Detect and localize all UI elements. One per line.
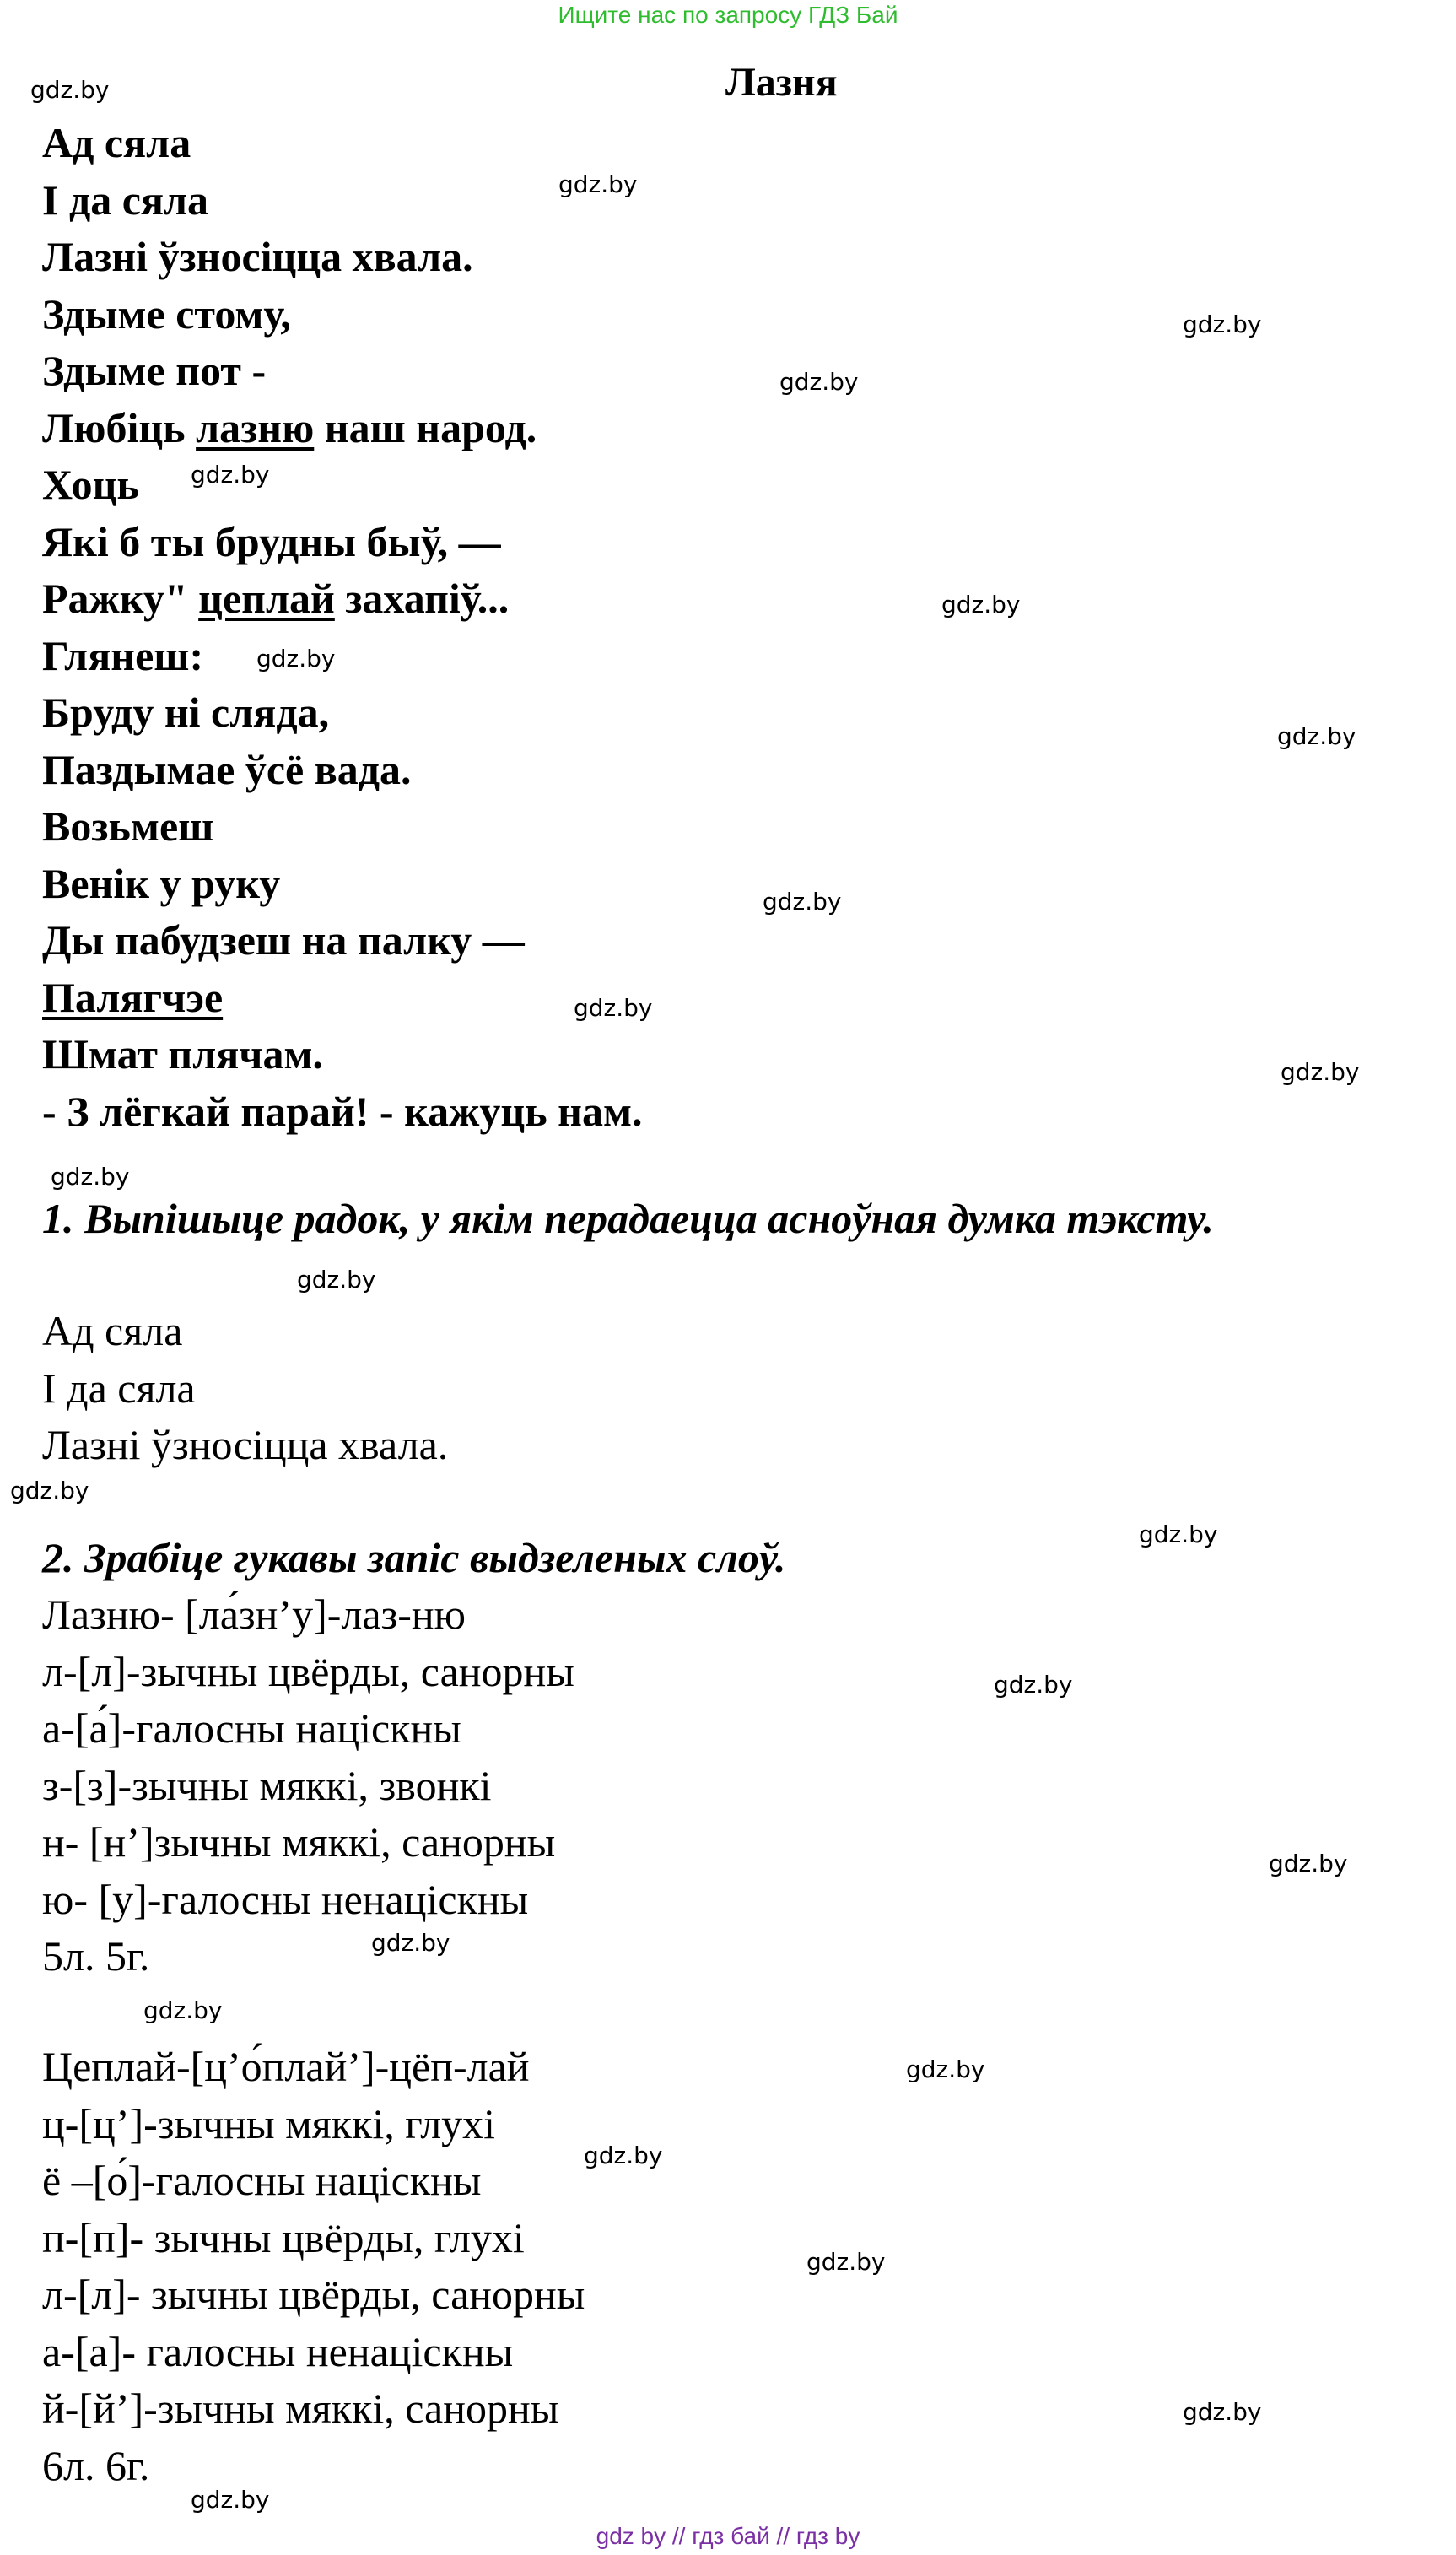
watermark: gdz.by xyxy=(584,2142,663,2169)
poem-text xyxy=(42,115,643,1140)
answer-line: 6л. 6г. xyxy=(42,2441,150,2489)
answer-line: а-[а]- галосны ненаціскны xyxy=(42,2327,514,2375)
answer-line: л-[л]- зычны цвёрды, санорны xyxy=(42,2271,585,2318)
watermark: gdz.by xyxy=(1183,2398,1262,2426)
watermark: gdz.by xyxy=(256,645,336,673)
poem-line xyxy=(42,115,643,172)
answer-line: І да сяла xyxy=(42,1364,196,1412)
watermark: gdz.by xyxy=(906,2055,985,2083)
poem-line xyxy=(42,172,643,230)
watermark: gdz.by xyxy=(371,1929,450,1957)
poem-line-text: Здыме пот - xyxy=(42,347,267,394)
watermark: gdz.by xyxy=(51,1163,130,1191)
answer-line: ю- [у]-галосны ненаціскны xyxy=(42,1875,529,1923)
poem-line-text: Венік у руку xyxy=(42,859,281,907)
poem-line-text: Хоць xyxy=(42,461,139,508)
answer-line: а-[а́]-галосны націскны xyxy=(42,1704,461,1752)
answer-line: Ад сяла xyxy=(42,1307,183,1354)
poem-line-text: Шмат плячам. xyxy=(42,1030,324,1078)
poem-line-text: Паздымае ўсё вада. xyxy=(42,745,412,793)
answer-line: Цеплай-[ц’о́плай’]-цёп-лай xyxy=(42,2043,530,2090)
poem-line xyxy=(42,229,643,286)
poem-line xyxy=(42,456,643,514)
answer-line: й-[й’]-зычны мяккі, санорны xyxy=(42,2385,559,2432)
task-1-question: 1. Выпішыце радок, у якім перадаецца асноўная думка тэксту. xyxy=(42,1195,1214,1242)
watermark: gdz.by xyxy=(1139,1521,1218,1548)
watermark: gdz.by xyxy=(763,888,842,916)
watermark: gdz.by xyxy=(779,368,859,396)
answer-line: ё –[о́]-галосны націскны xyxy=(42,2157,482,2204)
poem-line xyxy=(42,912,643,970)
poem-line-text: Ды пабудзеш на палку — xyxy=(42,916,525,964)
poem-line-text: Бруду ні сляда, xyxy=(42,689,330,736)
top-banner: Ищите нас по запросу ГДЗ Бай xyxy=(558,2,898,28)
highlighted-word: лазню xyxy=(196,403,315,451)
poem-line xyxy=(42,514,643,571)
watermark: gdz.by xyxy=(1281,1058,1360,1086)
poem-line-text: Які б ты брудны быў, — xyxy=(42,517,501,565)
poem-line-text: наш народ. xyxy=(314,403,537,451)
poem-title: Лазня xyxy=(725,60,838,105)
poem-line xyxy=(42,684,643,742)
watermark: gdz.by xyxy=(1269,1850,1348,1877)
poem-line xyxy=(42,628,643,685)
watermark: gdz.by xyxy=(941,591,1021,618)
answer-line: п-[п]- зычны цвёрды, глухі xyxy=(42,2213,525,2261)
answer-line: 5л. 5г. xyxy=(42,1932,150,1980)
poem-line-text: Возьмеш xyxy=(42,802,214,850)
answer-line: ц-[ц’]-зычны мяккі, глухі xyxy=(42,2099,496,2147)
task-2-question: 2. Зрабіце гукавы запіс выдзеленых слоў. xyxy=(42,1534,786,1581)
watermark: gdz.by xyxy=(1277,722,1356,750)
poem-line-text: захапіў... xyxy=(334,575,510,622)
poem-line-text: Здыме стому, xyxy=(42,289,291,338)
poem-line xyxy=(42,286,643,343)
poem-line xyxy=(42,570,643,628)
highlighted-word: цеплай xyxy=(198,575,335,622)
watermark: gdz.by xyxy=(191,461,270,489)
poem-line-text: Любіць xyxy=(42,403,197,451)
answer-line: л-[л]-зычны цвёрды, санорны xyxy=(42,1647,574,1695)
poem-line-text: Ад сяла xyxy=(42,119,191,166)
watermark: gdz.by xyxy=(806,2248,886,2276)
poem-line-text: Ражку" xyxy=(42,575,199,622)
footer: gdz by // гдз бай // гдз by xyxy=(596,2523,860,2549)
watermark: gdz.by xyxy=(1183,311,1262,338)
task-2-word-1 xyxy=(42,1586,574,1985)
poem-line xyxy=(42,742,643,799)
poem-line xyxy=(42,970,643,1027)
poem-line-text: Лазні ўзносіцца хвала. xyxy=(42,233,473,280)
poem-line xyxy=(42,856,643,913)
poem-line-text: - З лёгкай парай! - кажуць нам. xyxy=(42,1087,643,1135)
watermark: gdz.by xyxy=(558,170,638,198)
highlighted-word: Палягчэе xyxy=(42,973,224,1021)
poem-line-text: Глянеш: xyxy=(42,631,204,679)
poem-line xyxy=(42,343,643,400)
answer-line: з-[з]-зычны мяккі, звонкі xyxy=(42,1761,492,1809)
watermark: gdz.by xyxy=(30,76,110,104)
answer-line: н- [н’]зычны мяккі, санорны xyxy=(42,1818,556,1866)
answer-line: Лазню- [ла́зн’у]-лаз-ню xyxy=(42,1591,466,1638)
watermark: gdz.by xyxy=(574,994,653,1022)
task-2-word-2 xyxy=(42,2039,585,2494)
watermark: gdz.by xyxy=(297,1266,376,1294)
poem-line xyxy=(42,798,643,856)
watermark: gdz.by xyxy=(143,1996,223,2024)
poem-line xyxy=(42,1083,643,1141)
poem-line xyxy=(42,400,643,457)
poem-line-text: І да сяла xyxy=(42,176,209,224)
watermark: gdz.by xyxy=(10,1477,89,1504)
task-1-answer xyxy=(42,1303,448,1474)
watermark: gdz.by xyxy=(994,1671,1073,1699)
answer-line: Лазні ўзносіцца хвала. xyxy=(42,1421,449,1468)
poem-line xyxy=(42,1026,643,1083)
watermark: gdz.by xyxy=(191,2486,270,2514)
